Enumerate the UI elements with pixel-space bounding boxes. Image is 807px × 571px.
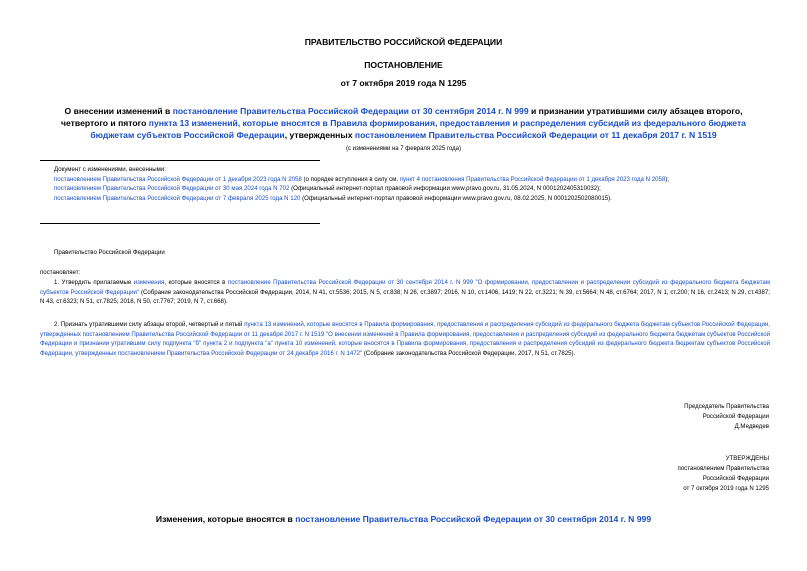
- title-link-point-13[interactable]: пункта 13 изменений, которые вносятся в Правила формирования, предоставления и распределения субсидий из федерального бюджета бюджетам субъектов Российской Федерации: [90, 118, 746, 140]
- amendment-link-2058[interactable]: постановлением Правительства Российской Федерации от 1 декабря 2023 года N 2058: [54, 175, 302, 183]
- paragraph-text: 1. Утвердить прилагаемые: [54, 279, 134, 286]
- amendment-link-120[interactable]: постановлением Правительства Российской Федерации от 7 февраля 2025 года N 120: [54, 194, 301, 202]
- section-title-link-decree-999[interactable]: постановление Правительства Российской Федерации от 30 сентября 2014 г. N 999: [295, 514, 652, 524]
- section-title: [0, 514, 807, 524]
- amendment-link-2058-point-4[interactable]: пункт 4 постановления Правительства Российской Федерации от 1 декабря 2023 года N 2058: [399, 175, 666, 183]
- amendment-item: [40, 194, 772, 204]
- document-type: ПОСТАНОВЛЕНИЕ: [364, 60, 443, 70]
- amendments-intro: Документ с изменениями, внесенными:: [54, 166, 166, 173]
- document-date-number: от 7 октября 2019 года N 1295: [340, 78, 467, 88]
- government-name: ПРАВИТЕЛЬСТВО РОССИЙСКОЙ ФЕДЕРАЦИИ: [304, 37, 503, 47]
- amendments-block: [40, 165, 772, 203]
- paragraph-2: [40, 320, 770, 358]
- approval-line: постановлением Правительства: [677, 465, 769, 472]
- amended-note: (с изменениями на 7 февраля 2025 года): [346, 146, 461, 152]
- paragraph-text: (Собрание законодательства Российской Федерации, 2017, N 51, ст.7825).: [362, 349, 576, 357]
- link-changes[interactable]: изменения: [133, 279, 165, 286]
- decides-text: постановляет:: [40, 269, 81, 276]
- paragraph-text: (Собрание законодательства Российской Федерации, 2014, N 41, ст.5536; 2015, N 5, ст.838; N 26, ст.3897; 2016, N 10, ст.1406, 1419; N 22, ст.3221; N 39, ст.5664; N 48, ст.6764; 2017, N 1, ст.200; N 16, ст.2413; N 29, ст.4387; N 43, ст.6323; N 51, ст.7825; 2018, N 50, ст.7767; 2019, N 7, ст.668).: [40, 288, 770, 306]
- signature-name: Д.Медведев: [734, 423, 769, 430]
- title-link-decree-1519[interactable]: постановлением Правительства Российской Федерации от 11 декабря 2017 г. N 1519: [354, 130, 717, 140]
- signature-line: Российской Федерации: [702, 413, 769, 420]
- amendment-item: [40, 184, 772, 194]
- paragraph-text: , которые вносятся в: [164, 279, 228, 286]
- paragraph-text: 2. Признать утратившими силу абзацы второй, четвертый и пятый: [54, 321, 245, 328]
- issuer-name: Правительство Российской Федерации: [54, 249, 165, 256]
- amendment-text: (о порядке вступления в силу см.: [301, 175, 400, 183]
- divider: [40, 223, 320, 224]
- amendment-text: (Официальный интернет-портал правовой информации www.pravo.gov.ru, 31.05.2024, N 0001202405310032);: [289, 185, 601, 193]
- approval-line: Российской Федерации: [702, 475, 769, 482]
- signature-line: Председатель Правительства: [684, 403, 769, 410]
- title-text: и признании утратившими силу абзацев второго, четвертого и пятого: [61, 106, 743, 128]
- approval-line: от 7 октября 2019 года N 1295: [683, 485, 769, 492]
- divider: [40, 160, 320, 161]
- amendment-text: );: [665, 175, 670, 183]
- document-title: [40, 105, 767, 141]
- amendment-link-702[interactable]: постановлением Правительства Российской Федерации от 30 мая 2024 года N 702: [54, 185, 290, 193]
- paragraph-1: [40, 278, 770, 307]
- approval-block: [677, 454, 769, 494]
- approval-line: УТВЕРЖДЕНЫ: [725, 455, 769, 462]
- signature-block: [684, 402, 769, 432]
- amendment-text: (Официальный интернет-портал правовой информации www.pravo.gov.ru, 08.02.2025, N 0001202502080015).: [300, 194, 612, 202]
- title-link-decree-999[interactable]: постановление Правительства Российской Федерации от 30 сентября 2014 г. N 999: [172, 106, 529, 116]
- link-decree-999[interactable]: постановление Правительства Российской Федерации от 30 сентября 2014 г. N 999 "О формировании, предоставлении и распределении субсидий из федерального бюджета бюджетам субъектов Российской Федерации": [40, 279, 771, 296]
- link-point-13[interactable]: пункта 13 изменений, которые вносятся в Правила формирования, предоставления и распределения субсидий из федерального бюджета бюджетам субъектов Российской Федерации, утвержденных постановлением Правительства Российской Федерации от 11 декабря 2017 г. N 1519 "О внесении изменений в Правила формирования, предоставления и распределения субсидий из федерального бюджета бюджетам субъектов Российской Федерации и признании утратившим силу подпункта "б" пункта 2 и подпункта "а" пункта 10 изменений, которые вносятся в Правила формирования, предоставления и распределения субсидий из федерального бюджета бюджетам субъектов Российской Федерации, утвержденных постановлением Правительства Российской Федерации от 24 декабря 2016 г. N 1472": [40, 321, 771, 357]
- title-text: , утвержденных: [284, 130, 355, 140]
- title-text: О внесении изменений в: [64, 106, 173, 116]
- amendment-item: [40, 175, 772, 185]
- section-title-text: Изменения, которые вносятся в: [155, 514, 296, 524]
